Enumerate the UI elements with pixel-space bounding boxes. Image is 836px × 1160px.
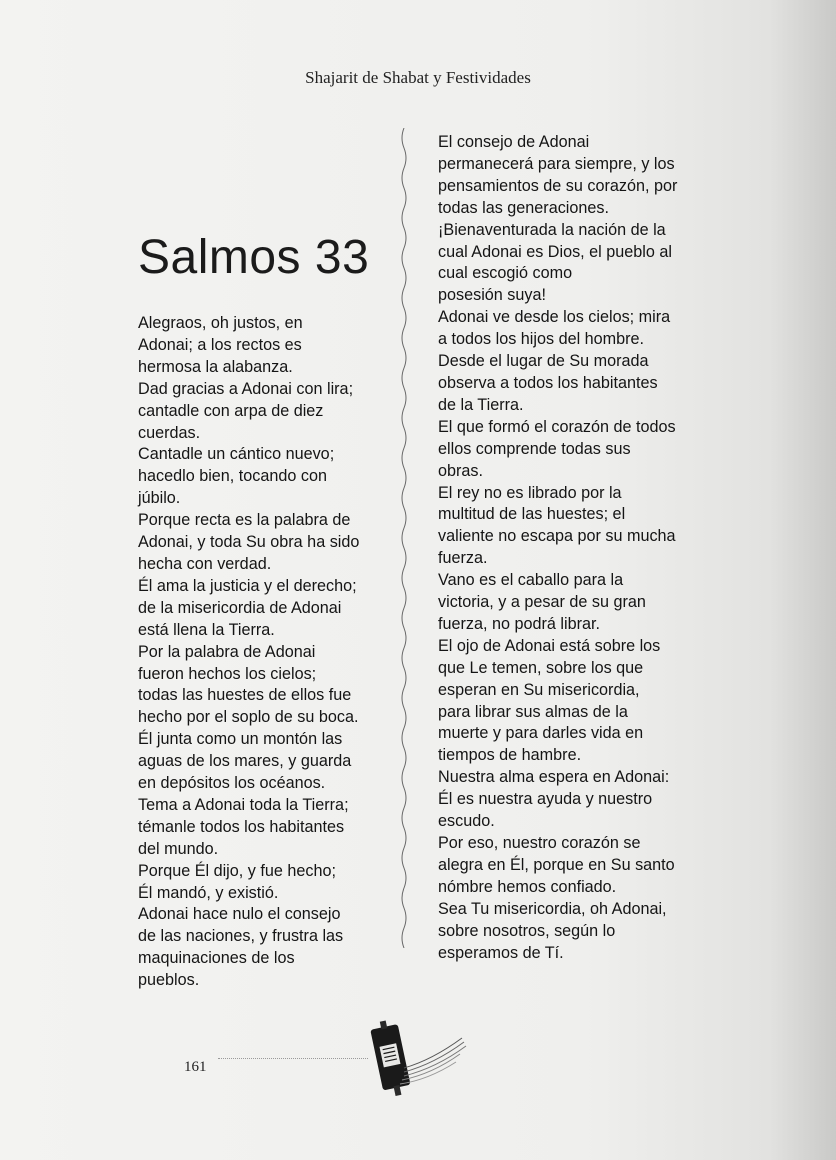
verse-line: El rey no es librado por la xyxy=(438,483,622,502)
column-divider xyxy=(399,128,409,948)
verse-line: permanecerá para siempre, y los xyxy=(438,154,675,173)
verse-line: multitud de las huestes; el xyxy=(438,505,626,524)
verse-column-left xyxy=(138,313,393,992)
verse-line: en depósitos los océanos. xyxy=(138,774,326,793)
verse-line: fuerza. xyxy=(438,549,488,568)
verse-line: pensamientos de su corazón, por xyxy=(438,176,678,195)
psalm-title: Salmos 33 xyxy=(138,231,370,284)
verse-line: ¡Bienaventurada la nación de la xyxy=(438,220,666,239)
verse-line: tiempos de hambre. xyxy=(438,746,582,765)
verse-line: nómbre hemos confiado. xyxy=(438,877,617,896)
verse-line: témanle todos los habitantes xyxy=(138,817,345,836)
page-number: 161 xyxy=(184,1059,207,1075)
verse-column-right xyxy=(438,132,708,964)
verse-line: El consejo de Adonai xyxy=(438,133,590,151)
verse-line: fuerza, no podrá librar. xyxy=(438,614,600,633)
verse-line: del mundo. xyxy=(138,839,219,858)
running-header: Shajarit de Shabat y Festividades xyxy=(305,68,531,87)
verse-line: que Le temen, sobre los que xyxy=(438,658,644,677)
verse-line: Porque Él dijo, y fue hecho; xyxy=(138,861,336,880)
verse-line: de la Tierra. xyxy=(438,395,524,414)
verse-line: Nuestra alma espera en Adonai: xyxy=(438,768,670,787)
verse-line: Desde el lugar de Su morada xyxy=(438,352,649,371)
verse-line: Tema a Adonai toda la Tierra; xyxy=(138,795,349,814)
verse-line: valiente no escapa por su mucha xyxy=(438,527,676,546)
verse-line: ellos comprende todas sus xyxy=(438,439,631,458)
verse-line: Adonai ve desde los cielos; mira xyxy=(438,308,671,327)
verse-line: para librar sus almas de la xyxy=(438,702,628,721)
verse-line: cual Adonai es Dios, el pueblo al xyxy=(438,242,672,261)
verse-line: cuerdas. xyxy=(138,423,201,442)
verse-line: Cantadle un cántico nuevo; xyxy=(138,445,335,464)
verse-line: Él es nuestra ayuda y nuestro xyxy=(438,790,653,809)
torah-scroll-emblem-icon xyxy=(352,1020,472,1100)
verse-line: de las naciones, y frustra las xyxy=(138,927,344,946)
verse-line: obras. xyxy=(438,461,483,480)
verse-line: Él ama la justicia y el derecho; xyxy=(138,576,357,595)
verse-line: Adonai hace nulo el consejo xyxy=(138,905,341,924)
verse-line: está llena la Tierra. xyxy=(138,620,275,639)
verse-line: a todos los hijos del hombre. xyxy=(438,330,645,349)
verse-line: Adonai; a los rectos es xyxy=(138,335,302,354)
verse-line: Por la palabra de Adonai xyxy=(138,642,316,661)
verse-line: Porque recta es la palabra de xyxy=(138,511,351,530)
verse-line: Adonai, y toda Su obra ha sido xyxy=(138,533,360,552)
verse-line: Dad gracias a Adonai con lira; xyxy=(138,379,354,398)
verse-line: cual escogió como xyxy=(438,264,573,283)
verse-line: El ojo de Adonai está sobre los xyxy=(438,636,661,655)
verse-line: de la misericordia de Adonai xyxy=(138,598,342,617)
verse-line: pueblos. xyxy=(138,971,200,990)
verse-line: esperan en Su misericordia, xyxy=(438,680,640,699)
verse-line: Alegraos, oh justos, en xyxy=(138,314,303,332)
verse-line: todas las generaciones. xyxy=(438,198,609,217)
verse-line: posesión suya! xyxy=(438,286,546,305)
verse-line: Él junta como un montón las xyxy=(138,730,343,749)
verse-line: El que formó el corazón de todos xyxy=(438,417,676,436)
verse-line: hermosa la alabanza. xyxy=(138,357,293,376)
verse-line: fueron hechos los cielos; xyxy=(138,664,317,683)
verse-line: esperamos de Tí. xyxy=(438,943,564,962)
verse-line: hecho por el soplo de su boca. xyxy=(138,708,359,727)
verse-line: Vano es el caballo para la xyxy=(438,571,624,590)
verse-line: muerte y para darles vida en xyxy=(438,724,644,743)
verse-line: alegra en Él, porque en Su santo xyxy=(438,855,675,874)
verse-line: Él mandó, y existió. xyxy=(138,883,279,902)
verse-line: todas las huestes de ellos fue xyxy=(138,686,352,705)
verse-line: Sea Tu misericordia, oh Adonai, xyxy=(438,899,667,918)
verse-line: júbilo. xyxy=(138,489,181,508)
footer-rule xyxy=(218,1058,368,1059)
verse-line: hecha con verdad. xyxy=(138,554,272,573)
verse-line: sobre nosotros, según lo xyxy=(438,921,616,940)
verse-line: escudo. xyxy=(438,812,495,831)
verse-line: hacedlo bien, tocando con xyxy=(138,467,328,486)
verse-line: cantadle con arpa de diez xyxy=(138,401,324,420)
verse-line: aguas de los mares, y guarda xyxy=(138,752,352,771)
verse-line: maquinaciones de los xyxy=(138,949,295,968)
verse-line: observa a todos los habitantes xyxy=(438,373,658,392)
verse-line: Por eso, nuestro corazón se xyxy=(438,834,641,852)
verse-line: victoria, y a pesar de su gran xyxy=(438,593,646,612)
